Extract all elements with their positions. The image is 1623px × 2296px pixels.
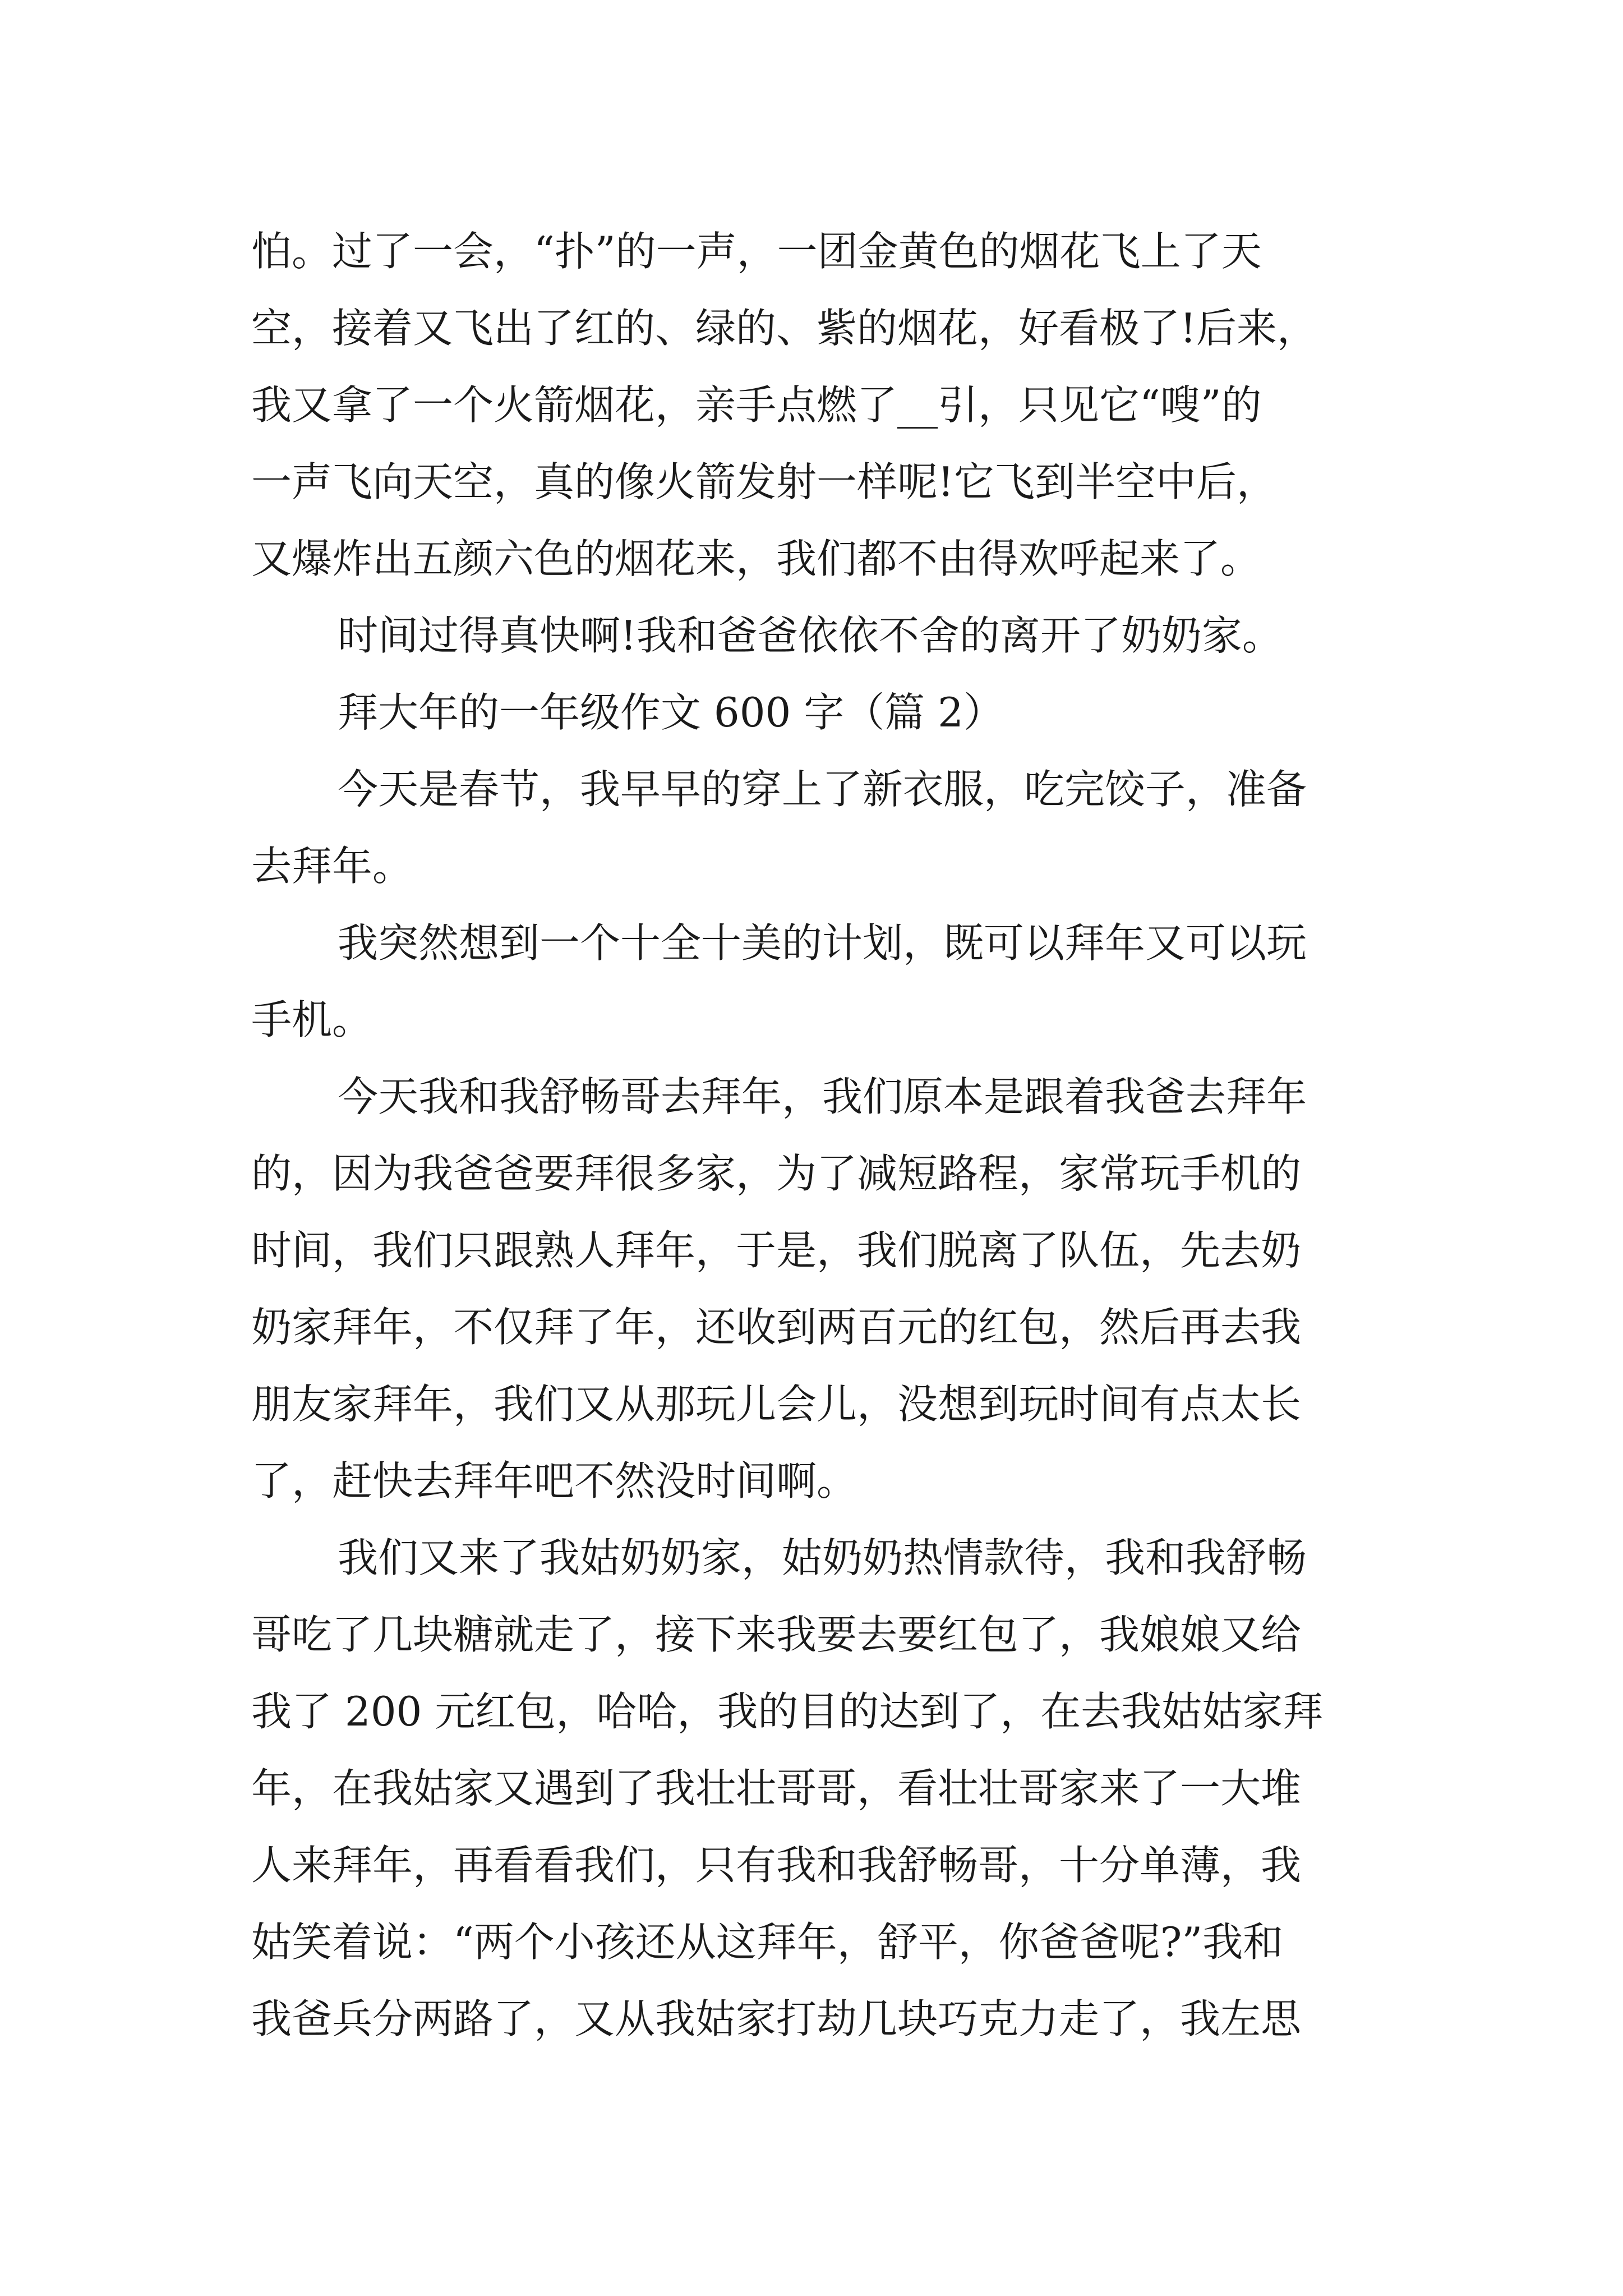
text-line: 年，在我姑家又遇到了我壮壮哥哥，看壮壮哥家来了一大堆 (251, 1765, 1302, 1812)
text-line: 朋友家拜年，我们又从那玩儿会儿，没想到玩时间有点太长 (251, 1381, 1302, 1428)
text-line: 我爸兵分两路了，又从我姑家打劫几块巧克力走了，我左思 (251, 1995, 1302, 2042)
paragraph-start-line: 今天是春节，我早早的穿上了新衣服，吃完饺子，准备 (338, 766, 1307, 813)
section-heading: 拜大年的一年级作文 600 字（篇 2） (338, 689, 1004, 736)
text-line: 去拜年。 (251, 843, 413, 890)
text-line: 又爆炸出五颜六色的烟花来，我们都不由得欢呼起来了。 (251, 535, 1261, 582)
text-line: 了，赶快去拜年吧不然没时间啊。 (251, 1457, 857, 1504)
text-line: 奶家拜年，不仅拜了年，还收到两百元的红包，然后再去我 (251, 1304, 1302, 1351)
text-line: 的，因为我爸爸要拜很多家，为了减短路程，家常玩手机的 (251, 1150, 1302, 1197)
text-line: 空，接着又飞出了红的、绿的、紫的烟花，好看极了!后来， (251, 305, 1317, 352)
paragraph-start-line: 我们又来了我姑奶奶家，姑奶奶热情款待，我和我舒畅 (338, 1534, 1307, 1581)
essay-body (251, 213, 1395, 2058)
text-line: 人来拜年，再看看我们，只有我和我舒畅哥，十分单薄，我 (251, 1842, 1302, 1889)
text-line: 时间，我们只跟熟人拜年，于是，我们脱离了队伍，先去奶 (251, 1227, 1302, 1274)
paragraph-start-line: 时间过得真快啊!我和爸爸依依不舍的离开了奶奶家。 (338, 612, 1283, 659)
text-line: 手机。 (251, 996, 373, 1043)
paragraph-start-line: 我突然想到一个十全十美的计划，既可以拜年又可以玩 (338, 919, 1307, 967)
text-line: 一声飞向天空，真的像火箭发射一样呢!它飞到半空中后， (251, 458, 1277, 505)
text-line: 我了 200 元红包，哈哈，我的目的达到了，在去我姑姑家拜 (251, 1688, 1324, 1735)
text-line: 怕。过了一会，“扑”的一声，一团金黄色的烟花飞上了天 (251, 228, 1262, 275)
text-line: 哥吃了几块糖就走了，接下来我要去要红包了，我娘娘又给 (251, 1611, 1302, 1658)
paragraph-start-line: 今天我和我舒畅哥去拜年，我们原本是跟着我爸去拜年 (338, 1073, 1307, 1120)
text-line: 我又拿了一个火箭烟花，亲手点燃了__引，只见它“嗖”的 (251, 381, 1262, 429)
text-line: 姑笑着说：“两个小孩还从这拜年，舒平，你爸爸呢?”我和 (251, 1918, 1284, 1966)
